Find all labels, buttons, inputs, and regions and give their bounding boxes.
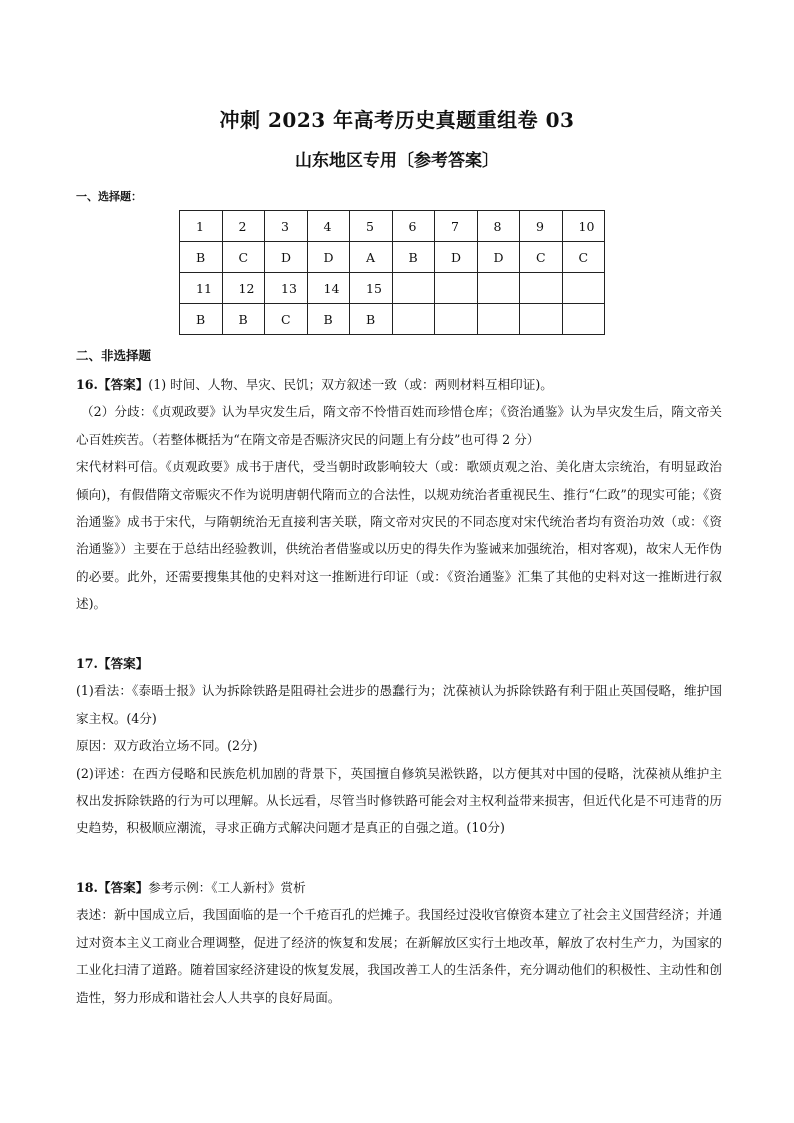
answer-table-cell: 3: [265, 211, 308, 242]
answer-table-cell: [477, 273, 520, 304]
answer-table-cell: 15: [350, 273, 393, 304]
page-subtitle: 山东地区专用〔参考答案〕: [295, 151, 499, 171]
answer-17-part3: (2)评述：在西方侵略和民族危机加剧的背景下，英国擅自修筑吴淞铁路，以方便其对中国的侵略，沈葆祯从维护主权出发拆除铁路的行为可以理解。从长远看，尽管当时修铁路可能会对主权利益带来损害，但近代化是不可违背的历史趋势，积极顺应潮流，寻求正确方式解决问题才是真正的自强之道。(10分): [76, 765, 722, 836]
answer-17: [76, 650, 722, 842]
answer-table-cell: C: [562, 242, 605, 273]
answer-table-cell: 11: [180, 273, 223, 304]
answer-17-part2: 原因：双方政治立场不同。(2分): [76, 738, 258, 754]
answer-table-row: [180, 273, 605, 304]
answer-table-cell: 12: [222, 273, 265, 304]
answer-16-part2: （2）分歧：《贞观政要》认为旱灾发生后，隋文帝不怜惜百姓而珍惜仓库；《资治通鉴》认为旱灾发生后，隋文帝关心百姓疾苦。（若整体概括为“在隋文帝是否赈济灾民的问题上有分歧”也可得 2 分）: [76, 404, 722, 447]
answer-table-cell: D: [265, 242, 308, 273]
answer-table-row: [180, 242, 605, 273]
answer-18-part1: 表述：新中国成立后，我国面临的是一个千疮百孔的烂摊子。我国经过没收官僚资本建立了社会主义国营经济；并通过对资本主义工商业合理调整，促进了经济的恢复和发展；在新解放区实行土地改革，解放了农村生产力，为国家的工业化扫清了道路。随着国家经济建设的恢复发展，我国改善工人的生活条件，充分调动他们的积极性、主动性和创造性，努力形成和谐社会人人共享的良好局面。: [76, 907, 722, 1005]
answer-table-cell: B: [350, 304, 393, 335]
answer-table-cell: [477, 304, 520, 335]
answer-table-cell: 1: [180, 211, 223, 242]
answer-16-part3: 宋代材料可信。《贞观政要》成书于唐代，受当朝时政影响较大（或：歌颂贞观之治、美化唐太宗统治，有明显政治倾向)，有假借隋文帝赈灾不作为说明唐朝代隋而立的合法性，以规劝统治者重视民生、推行“仁政”的现实可能；《资治通鉴》成书于宋代，与隋朝统治无直接利害关联，隋文帝对灾民的不同态度对宋代统治者均有资治功效（或：《资治通鉴》）主要在于总结出经验教训，供统治者借鉴或以历史的得失作为鉴诫来加强统治，相对客观)，故宋人无作伪的必要。此外，还需要搜集其他的史料对这一推断进行印证（或：《资治通鉴》汇集了其他的史料对这一推断进行叙述)。: [76, 459, 722, 612]
answer-table-cell: 13: [265, 273, 308, 304]
answer-table-cell: 14: [307, 273, 350, 304]
answer-table-cell: 9: [520, 211, 563, 242]
answer-17-part1: (1)看法：《泰晤士报》认为拆除铁路是阻碍社会进步的愚蠢行为；沈葆祯认为拆除铁路有利于阻止英国侵略，维护国家主权。(4分): [76, 683, 722, 726]
answer-table-cell: B: [180, 242, 223, 273]
answer-table-cell: [435, 304, 478, 335]
answer-table-cell: A: [350, 242, 393, 273]
answer-table-cell: D: [477, 242, 520, 273]
answer-table-cell: [392, 273, 435, 304]
answer-table-cell: 6: [392, 211, 435, 242]
answer-16-part1: (1) 时间、人物、旱灾、民饥；双方叙述一致（或：两则材料互相印证)。: [148, 377, 553, 392]
page-title: 冲刺 2023 年高考历史真题重组卷 03: [219, 108, 575, 132]
answer-table-cell: B: [180, 304, 223, 335]
answer-table-cell: [435, 273, 478, 304]
answer-table-cell: [520, 273, 563, 304]
answer-18: [76, 874, 722, 1011]
answer-table-cell: D: [435, 242, 478, 273]
answer-table-cell: C: [520, 242, 563, 273]
answer-table-cell: [520, 304, 563, 335]
answer-table-cell: 5: [350, 211, 393, 242]
answer-table-cell: B: [392, 242, 435, 273]
answer-table-cell: 7: [435, 211, 478, 242]
section-choice-heading: 一、选择题：: [76, 190, 142, 203]
answer-18-head: 18.【答案】: [76, 880, 149, 895]
answer-18-head-rest: 参考示例：《工人新村》赏析: [148, 880, 306, 895]
answer-table-cell: 2: [222, 211, 265, 242]
answer-16-head: 16.【答案】: [76, 377, 149, 392]
answer-table-cell: 8: [477, 211, 520, 242]
answer-table: [179, 210, 605, 335]
answer-table-cell: B: [307, 304, 350, 335]
answer-table-cell: [562, 304, 605, 335]
section-nonchoice-heading: 二、非选择题: [76, 348, 152, 363]
answer-table-row: [180, 211, 605, 242]
answer-table-cell: 10: [562, 211, 605, 242]
answer-table-cell: D: [307, 242, 350, 273]
answer-table-row: [180, 304, 605, 335]
answer-table-cell: C: [222, 242, 265, 273]
answer-table-cell: 4: [307, 211, 350, 242]
answer-table-cell: C: [265, 304, 308, 335]
answer-16: [76, 371, 722, 618]
answer-table-cell: B: [222, 304, 265, 335]
answer-17-head: 17.【答案】: [76, 656, 149, 671]
answer-table-cell: [392, 304, 435, 335]
answer-table-cell: [562, 273, 605, 304]
